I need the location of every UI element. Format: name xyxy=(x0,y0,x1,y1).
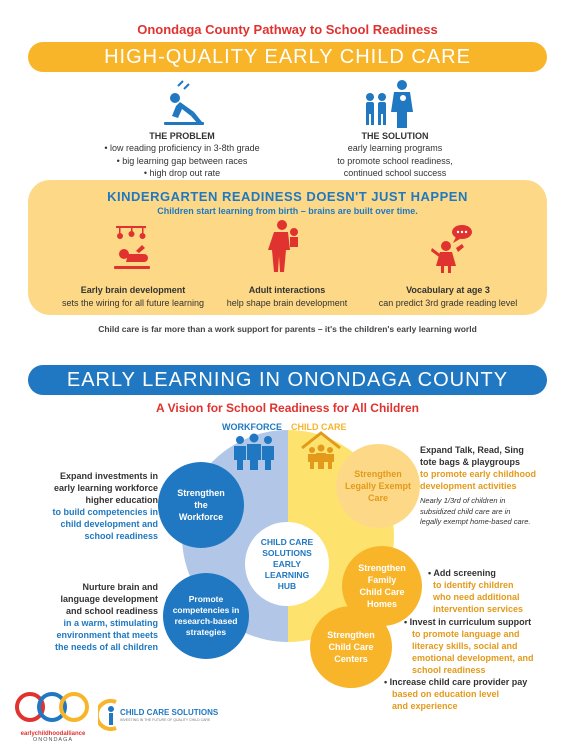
text-line: tote bags & playgroups xyxy=(420,457,521,467)
baby-mobile-icon xyxy=(106,222,156,272)
readiness-item-heading: Vocabulary at age 3 xyxy=(406,285,490,295)
promote-competencies-circle xyxy=(163,573,249,659)
text-line: to promote language and xyxy=(412,629,520,639)
hub-line: CHILD CARE xyxy=(260,536,314,547)
workforce-people-icon xyxy=(230,432,278,470)
section-subtitle: A Vision for School Readiness for All Children xyxy=(156,401,419,415)
childcare-house-icon xyxy=(298,430,344,470)
text-line: development activities xyxy=(420,481,517,491)
provider-pay-text xyxy=(384,676,570,712)
circle-line: the xyxy=(194,500,208,510)
centers-circle xyxy=(310,606,392,688)
adult-child-icon xyxy=(264,218,308,274)
readiness-item-text: can predict 3rd grade reading level xyxy=(378,297,518,308)
readiness-item-adult xyxy=(212,284,362,309)
legally-exempt-text xyxy=(420,444,565,492)
text-line: language development xyxy=(60,594,158,604)
solution-heading: THE SOLUTION xyxy=(361,131,429,141)
circle-line: Workforce xyxy=(178,512,224,522)
text-line: legally exempt home-based care. xyxy=(420,517,531,526)
page-title: Onondaga County Pathway to School Readiness xyxy=(137,22,438,37)
circle-line: competencies in xyxy=(172,605,240,615)
text-line: early learning workforce xyxy=(53,483,158,493)
legally-exempt-note xyxy=(420,496,568,528)
childcare-label: CHILD CARE xyxy=(291,422,347,432)
ccs-name: CHILD CARE SOLUTIONS xyxy=(120,708,219,717)
text-line: to promote early childhood xyxy=(420,469,537,479)
workforce-label: WORKFORCE xyxy=(222,422,282,432)
text-line: environment that meets xyxy=(56,630,158,640)
legally-exempt-circle xyxy=(336,444,420,528)
text-line: • Add screening xyxy=(428,568,496,578)
readiness-item-heading: Early brain development xyxy=(80,285,186,295)
readiness-title: KINDERGARTEN READINESS DOESN'T JUST HAPPEN xyxy=(107,189,468,204)
circle-line: Centers xyxy=(334,654,368,664)
screening-text xyxy=(428,567,568,615)
child-care-note: Child care is far more than a work support for parents – it's the children's early learning world xyxy=(98,324,477,334)
problem-heading: THE PROBLEM xyxy=(149,131,215,141)
readiness-item-brain xyxy=(58,284,208,309)
text-line: subsidized child care are in xyxy=(420,506,511,516)
banner-high-quality-care: HIGH-QUALITY EARLY CHILD CARE xyxy=(28,42,547,72)
competencies-text xyxy=(30,581,158,653)
hub-line: HUB xyxy=(277,580,297,591)
family-icon xyxy=(360,76,420,130)
problem-bullet: • big learning gap between races xyxy=(116,155,248,166)
text-line: child development and xyxy=(60,519,158,529)
child-care-solutions-logo xyxy=(98,698,219,738)
circle-line: Strengthen xyxy=(354,469,402,479)
strengthen-workforce-circle xyxy=(158,462,244,548)
circle-line: Care xyxy=(367,493,388,503)
circle-line: Promote xyxy=(188,594,224,604)
text-line: to build competencies in xyxy=(52,507,158,517)
readiness-item-heading: Adult interactions xyxy=(248,285,326,295)
circle-line: Child Care xyxy=(328,642,374,652)
solution-line: early learning programs xyxy=(347,143,443,153)
circle-line: Strengthen xyxy=(358,563,406,573)
text-line: intervention services xyxy=(433,604,524,614)
text-line: Expand Talk, Read, Sing xyxy=(420,445,524,455)
text-line: Expand investments in xyxy=(59,471,158,481)
solution-line: to promote school readiness, xyxy=(337,155,453,166)
solution-line: continued school success xyxy=(343,168,447,178)
circle-line: Family xyxy=(367,575,397,585)
curriculum-text xyxy=(404,616,569,676)
falling-person-icon xyxy=(158,78,210,130)
ccs-logo-mark xyxy=(98,698,120,732)
circle-line: Child Care xyxy=(359,587,405,597)
child-speech-icon xyxy=(428,222,478,274)
readiness-item-text: sets the wiring for all future learning xyxy=(61,297,205,308)
eca-name: earlychildhoodalliance xyxy=(20,731,86,737)
text-line: school readiness xyxy=(84,531,158,541)
text-line: higher education xyxy=(85,495,158,505)
text-line: to identify children xyxy=(433,580,514,590)
text-line: emotional development, and xyxy=(412,653,534,663)
circle-line: Legally Exempt xyxy=(344,481,412,491)
text-line: in a warm, stimulating xyxy=(63,618,158,628)
text-line: based on education level xyxy=(392,689,500,699)
text-line: literacy skills, social and xyxy=(412,641,518,651)
text-line: Nurture brain and xyxy=(82,582,158,592)
text-line: the needs of all children xyxy=(54,642,158,652)
hub-line: EARLY xyxy=(272,558,301,569)
workforce-text xyxy=(30,470,158,542)
circle-line: Homes xyxy=(366,599,397,609)
ccs-tagline: INVESTING IN THE FUTURE OF QUALITY CHILD CARE xyxy=(120,718,211,722)
text-line: school readiness xyxy=(412,665,486,675)
eca-sub: ONONDAGA xyxy=(32,737,74,743)
readiness-subtitle: Children start learning from birth – brains are built over time. xyxy=(157,206,418,216)
readiness-item-text: help shape brain development xyxy=(226,297,348,308)
hub-line: SOLUTIONS xyxy=(262,547,312,558)
text-line: Nearly 1/3rd of children in xyxy=(420,496,506,505)
readiness-item-vocab xyxy=(370,284,526,309)
hub-center xyxy=(245,522,329,606)
hub-line: LEARNING xyxy=(264,569,310,580)
problem-bullet: • high drop out rate xyxy=(143,168,221,178)
eca-logo-graphic xyxy=(14,690,92,724)
solution-lines xyxy=(290,142,500,180)
circle-line: strategies xyxy=(185,627,227,637)
banner-early-learning: EARLY LEARNING IN ONONDAGA COUNTY xyxy=(28,365,547,395)
circle-line: research-based xyxy=(174,616,238,626)
circle-line: Strengthen xyxy=(327,630,375,640)
text-line: and experience xyxy=(392,701,458,711)
text-line: • Increase child care provider pay xyxy=(384,677,528,687)
text-line: and school readiness xyxy=(65,606,158,616)
circle-line: Strengthen xyxy=(177,488,225,498)
problem-bullets xyxy=(72,142,292,180)
early-childhood-alliance-logo xyxy=(14,690,92,746)
text-line: who need additional xyxy=(433,592,520,602)
problem-bullet: • low reading proficiency in 3-8th grade xyxy=(104,143,260,153)
text-line: • Invest in curriculum support xyxy=(404,617,532,627)
